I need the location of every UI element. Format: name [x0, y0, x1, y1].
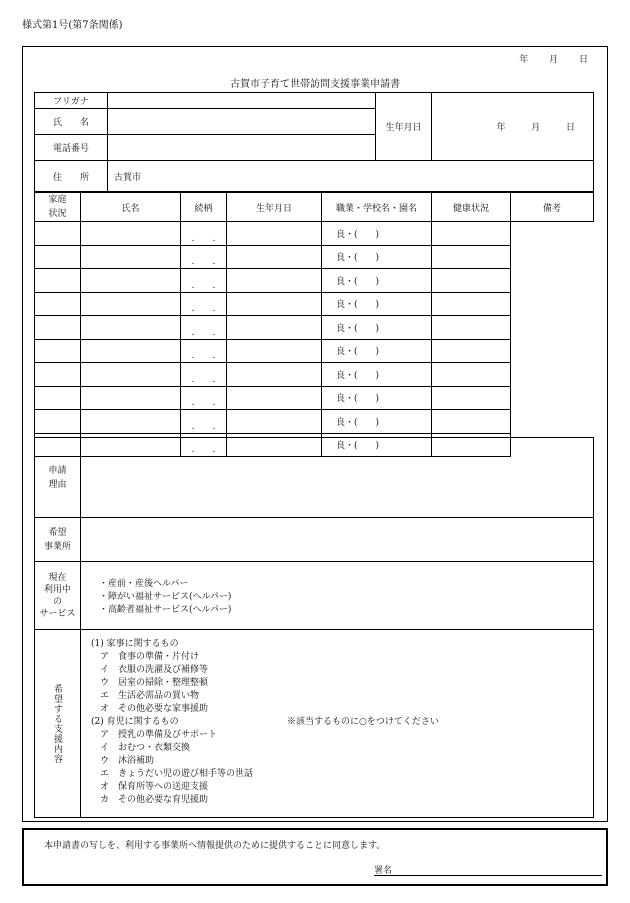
furigana-field[interactable] — [108, 93, 376, 109]
header-relation: 続柄 — [181, 193, 227, 222]
family-name-cell[interactable] — [35, 316, 81, 340]
reason-field[interactable] — [81, 438, 594, 518]
family-health-cell[interactable]: 良・( ) — [322, 292, 432, 316]
family-row — [35, 363, 594, 387]
family-relation-cell[interactable] — [81, 410, 181, 434]
consent-text: 本申請書の写しを、利用する事業所へ情報提供のために提供することに同意します。 — [44, 841, 386, 851]
support-option[interactable]: カ その他必要な育児援助 — [91, 795, 209, 805]
family-remarks-cell[interactable] — [432, 410, 511, 434]
family-occupation-cell[interactable] — [227, 339, 322, 363]
applicant-table — [34, 92, 594, 192]
family-name-cell[interactable] — [35, 222, 81, 246]
family-row — [35, 269, 594, 293]
family-occupation-cell[interactable] — [227, 363, 322, 387]
family-name-cell[interactable] — [35, 269, 81, 293]
family-row — [35, 410, 594, 434]
family-remarks-cell[interactable] — [432, 222, 511, 246]
date-day-label: 日 — [578, 55, 588, 65]
support-option[interactable]: イ おむつ・衣類交換 — [91, 743, 191, 753]
family-health-cell[interactable]: 良・( ) — [322, 339, 432, 363]
family-name-cell[interactable] — [35, 339, 81, 363]
family-occupation-cell[interactable] — [227, 269, 322, 293]
header-remarks: 備考 — [511, 193, 594, 222]
family-label-line2: 状況 — [48, 209, 67, 219]
family-occupation-cell[interactable] — [227, 386, 322, 410]
services-label-line3: の — [52, 596, 62, 607]
family-remarks-cell[interactable] — [432, 363, 511, 387]
service-option[interactable]: ・障がい福祉サービス(ヘルパー) — [99, 592, 232, 602]
consent-box — [22, 828, 608, 886]
name-label: 氏 名 — [35, 109, 108, 135]
family-remarks-cell[interactable] — [432, 339, 511, 363]
office-field[interactable] — [81, 518, 594, 562]
family-table — [34, 192, 594, 457]
family-row — [35, 386, 594, 410]
signature-label: 署名 — [374, 866, 393, 876]
family-birthdate-cell[interactable]: . . — [181, 339, 227, 363]
family-remarks-cell[interactable] — [432, 269, 511, 293]
address-label: 住 所 — [35, 161, 108, 192]
office-label-line2: 事業所 — [43, 541, 71, 552]
support-note: ※該当するものに○をつけてください — [287, 717, 439, 727]
family-row — [35, 222, 594, 246]
family-relation-cell[interactable] — [81, 245, 181, 269]
family-birthdate-cell[interactable]: . . — [181, 433, 227, 457]
family-name-cell[interactable] — [35, 292, 81, 316]
family-health-cell[interactable]: 良・( ) — [322, 433, 432, 457]
service-option[interactable]: ・産前・産後ヘルパー — [99, 579, 189, 589]
support-option[interactable]: ア 食事の準備・片付け — [91, 652, 200, 662]
birth-field[interactable] — [432, 93, 594, 161]
family-label-line1: 家庭 — [48, 195, 67, 205]
family-relation-cell[interactable] — [81, 363, 181, 387]
family-birthdate-cell[interactable]: . . — [181, 410, 227, 434]
family-remarks-cell[interactable] — [432, 245, 511, 269]
signature-line[interactable] — [374, 875, 602, 876]
support-option[interactable]: (2) 育児に関するもの — [91, 717, 179, 727]
support-option[interactable]: エ きょうだい児の遊び相手等の世話 — [91, 769, 254, 779]
family-remarks-cell[interactable] — [432, 386, 511, 410]
family-name-cell[interactable] — [35, 245, 81, 269]
family-remarks-cell[interactable] — [432, 292, 511, 316]
family-health-cell[interactable]: 良・( ) — [322, 386, 432, 410]
family-row — [35, 339, 594, 363]
service-option[interactable]: ・高齢者福祉サービス(ヘルパー) — [99, 605, 232, 615]
family-relation-cell[interactable] — [81, 222, 181, 246]
family-relation-cell[interactable] — [81, 316, 181, 340]
support-option[interactable]: オ その他必要な家事援助 — [91, 704, 209, 714]
family-health-cell[interactable]: 良・( ) — [322, 410, 432, 434]
family-row — [35, 245, 594, 269]
office-label — [35, 518, 81, 562]
desired-support-label — [35, 630, 81, 818]
family-section-label — [35, 193, 81, 222]
family-name-cell[interactable] — [35, 410, 81, 434]
current-services-field — [81, 562, 594, 630]
desired-support-field — [81, 630, 594, 818]
family-relation-cell[interactable] — [81, 386, 181, 410]
header-name: 氏名 — [81, 193, 181, 222]
family-health-cell[interactable]: 良・( ) — [322, 316, 432, 340]
header-health: 健康状況 — [432, 193, 511, 222]
date-month-label: 月 — [549, 55, 559, 65]
name-field[interactable] — [108, 109, 376, 135]
form-title: 古賀市子育て世帯訪問支援事業申請書 — [230, 79, 400, 90]
family-occupation-cell[interactable] — [227, 316, 322, 340]
services-label-line4: サービス — [39, 608, 76, 619]
family-occupation-cell[interactable] — [227, 410, 322, 434]
support-option[interactable]: エ 生活必需品の買い物 — [91, 691, 200, 701]
phone-label: 電話番号 — [35, 135, 108, 161]
services-label-line2: 利用中 — [43, 584, 71, 595]
form-id: 様式第1号(第7条関係) — [22, 20, 123, 31]
application-date — [501, 52, 588, 65]
request-table — [34, 437, 594, 818]
family-birthdate-cell[interactable]: . . — [181, 292, 227, 316]
family-relation-cell[interactable] — [81, 269, 181, 293]
office-label-line1: 希望 — [48, 527, 67, 538]
header-birthdate: 生年月日 — [227, 193, 322, 222]
support-option[interactable]: ウ 居室の掃除・整理整頓 — [91, 678, 209, 688]
family-occupation-cell[interactable] — [227, 222, 322, 246]
reason-label — [35, 438, 81, 518]
family-health-cell[interactable]: 良・( ) — [322, 363, 432, 387]
family-relation-cell[interactable] — [81, 339, 181, 363]
family-birthdate-cell[interactable]: . . — [181, 363, 227, 387]
date-year-label: 年 — [519, 55, 529, 65]
family-health-cell[interactable]: 良・( ) — [322, 245, 432, 269]
family-birthdate-cell[interactable]: . . — [181, 269, 227, 293]
address-field[interactable]: 古賀市 — [108, 161, 594, 192]
phone-field[interactable] — [108, 135, 376, 161]
support-option[interactable]: イ 衣服の洗濯及び補修等 — [91, 665, 209, 675]
furigana-label: フリガナ — [35, 93, 108, 109]
support-option[interactable]: ウ 沐浴補助 — [91, 756, 155, 766]
birth-label: 生年月日 — [376, 93, 432, 161]
family-relation-cell[interactable] — [81, 292, 181, 316]
family-name-cell[interactable] — [35, 386, 81, 410]
support-option[interactable]: オ 保育所等への送迎支援 — [91, 782, 209, 792]
family-birthdate-cell[interactable]: . . — [181, 386, 227, 410]
family-row — [35, 316, 594, 340]
birth-day-label: 日 — [565, 123, 575, 133]
family-birthdate-cell[interactable]: . . — [181, 316, 227, 340]
support-option[interactable]: ア 授乳の準備及びサポート — [91, 730, 218, 740]
family-occupation-cell[interactable] — [227, 292, 322, 316]
desired-support-label-text: 希望する支援内容 — [52, 683, 62, 764]
family-birthdate-cell[interactable]: . . — [181, 245, 227, 269]
family-health-cell[interactable]: 良・( ) — [322, 222, 432, 246]
family-occupation-cell[interactable] — [227, 245, 322, 269]
services-label-line1: 現在 — [48, 572, 67, 583]
birth-month-label: 月 — [531, 123, 541, 133]
current-services-label — [35, 562, 81, 630]
reason-label-line1: 申請 — [48, 465, 67, 476]
family-row — [35, 292, 594, 316]
birth-year-label: 年 — [496, 123, 506, 133]
family-name-cell[interactable] — [35, 363, 81, 387]
family-remarks-cell[interactable] — [432, 316, 511, 340]
header-occupation: 職業・学校名・園名 — [322, 193, 432, 222]
family-health-cell[interactable]: 良・( ) — [322, 269, 432, 293]
support-option[interactable]: (1) 家事に関するもの — [91, 639, 179, 649]
reason-label-line2: 理由 — [48, 479, 67, 490]
family-birthdate-cell[interactable]: . . — [181, 222, 227, 246]
